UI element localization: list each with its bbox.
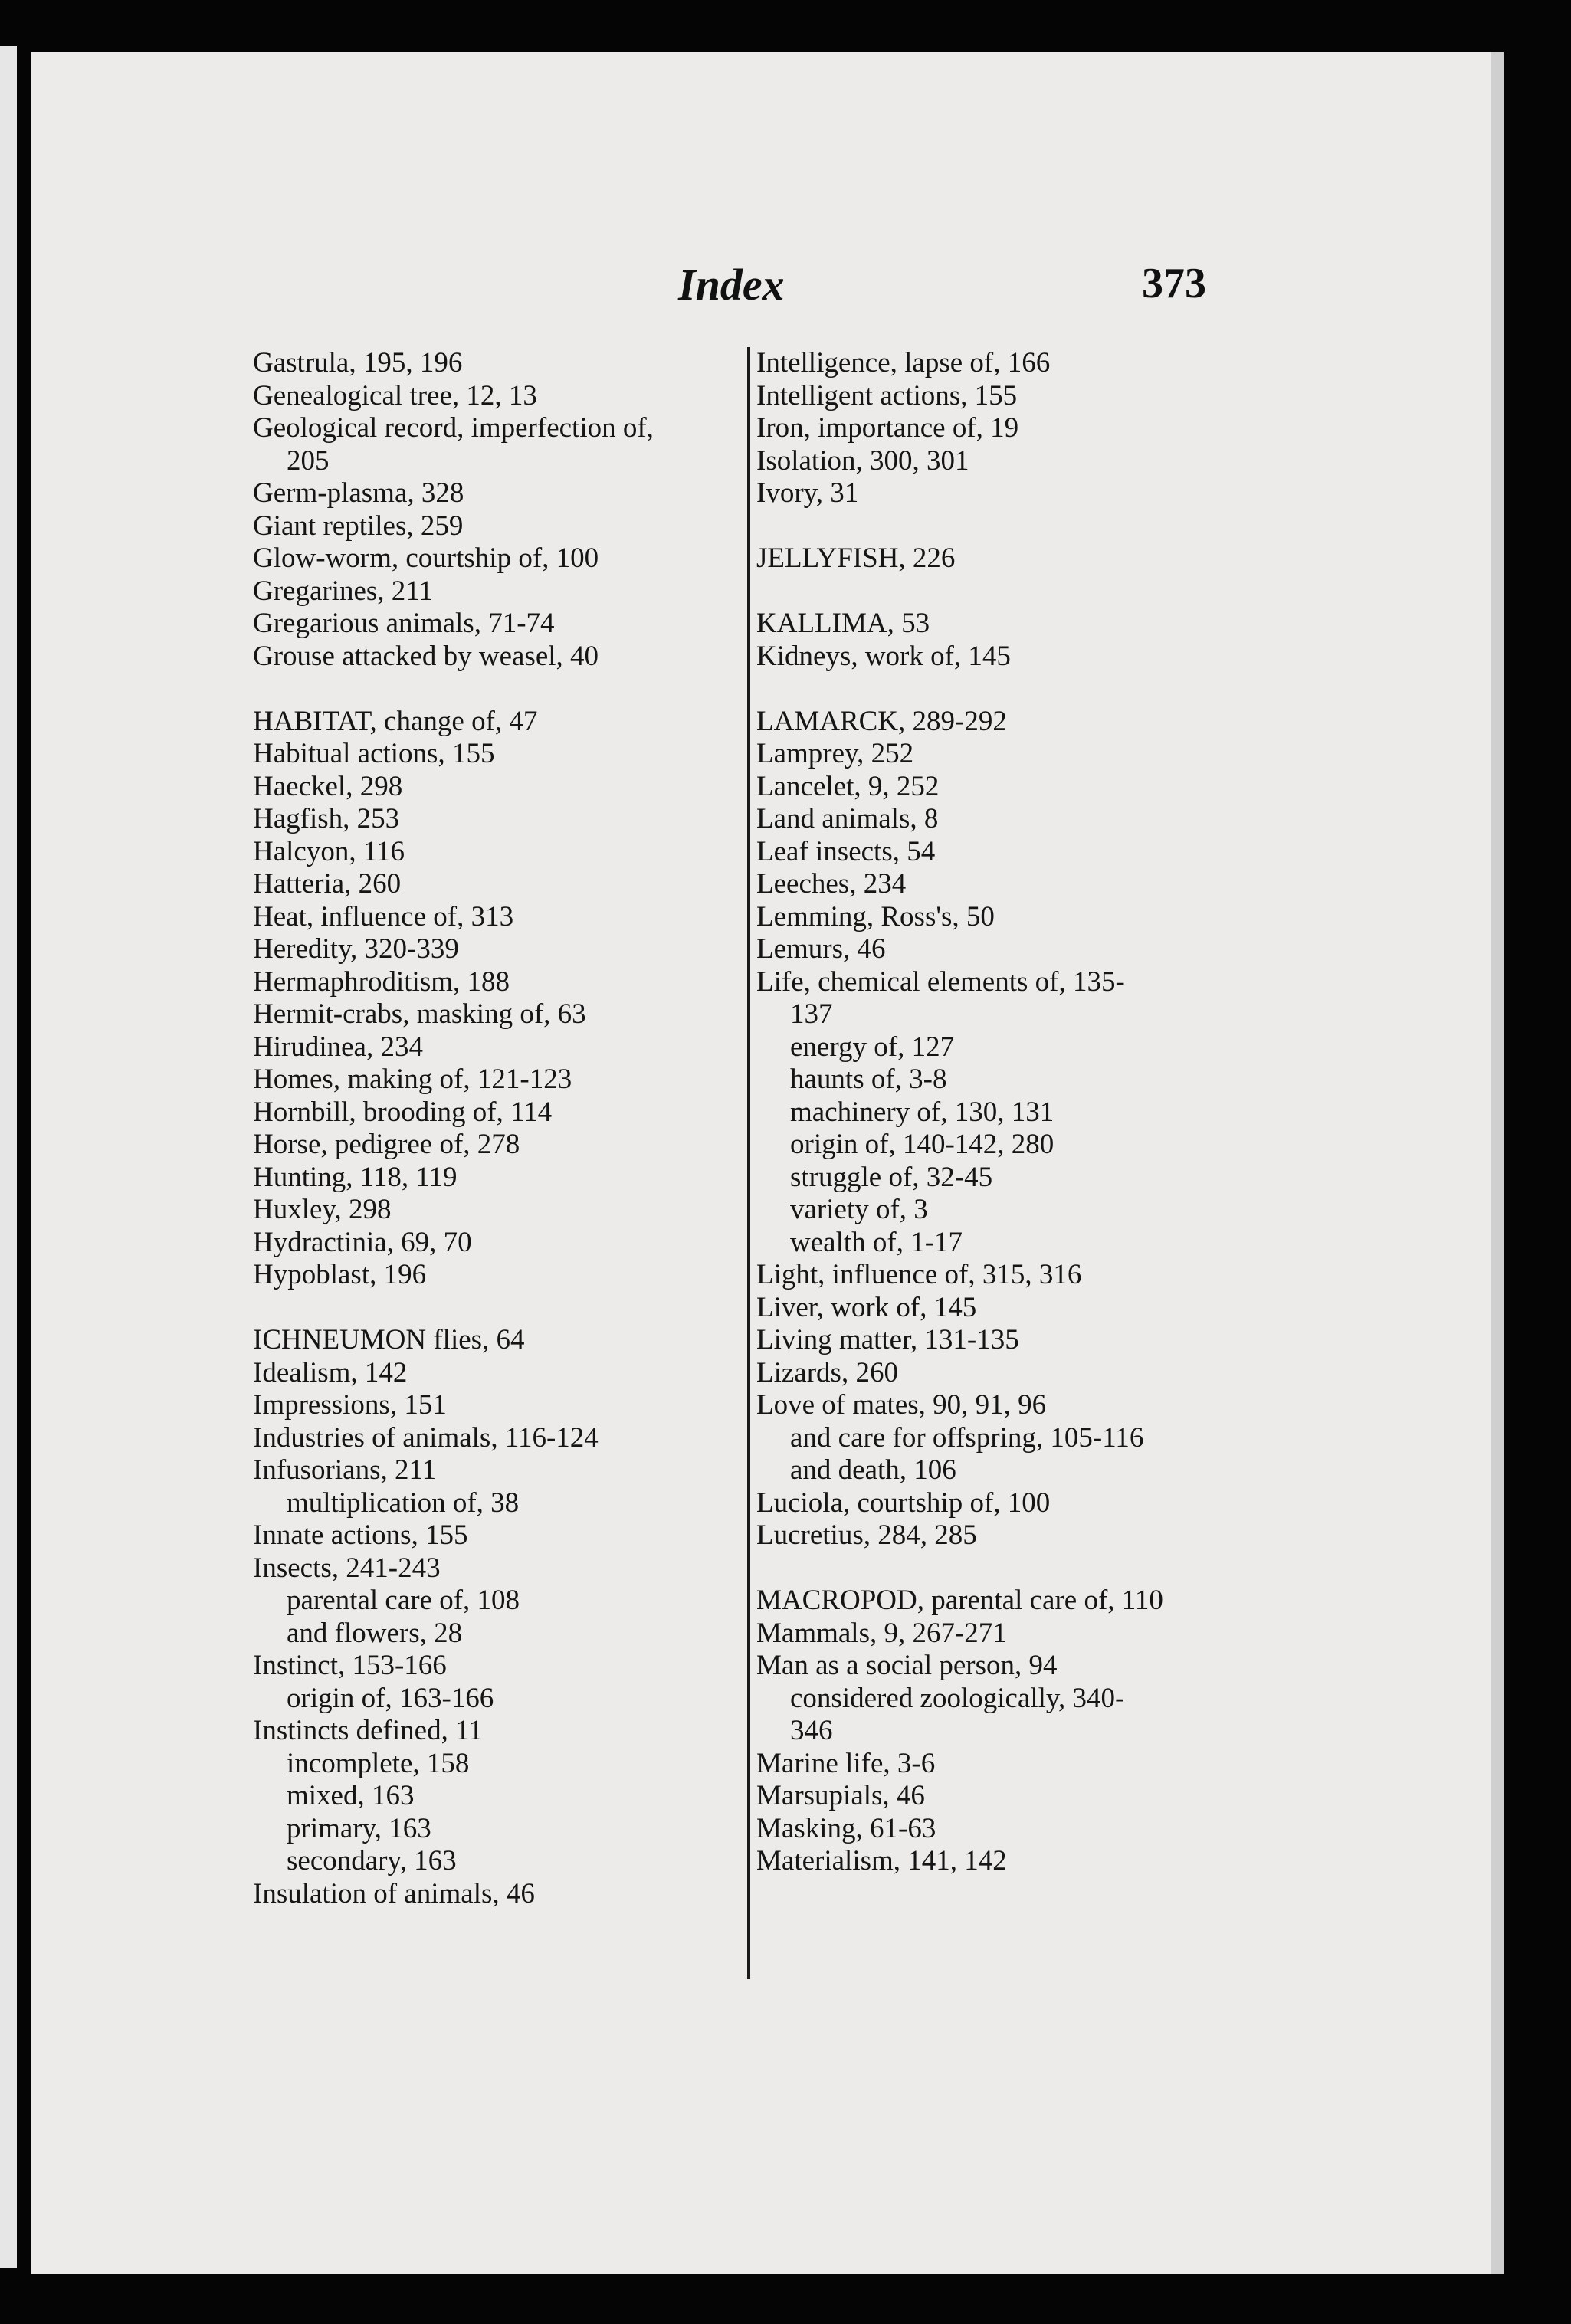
page-number: 373: [1142, 260, 1206, 307]
index-entry: primary, 163: [287, 1812, 431, 1844]
index-entry: Hagfish, 253: [253, 803, 400, 834]
index-entry: Love of mates, 90, 91, 96: [756, 1389, 1047, 1421]
running-head: [31, 259, 1491, 320]
index-entry: Instincts defined, 11: [253, 1715, 483, 1746]
index-entry: Materialism, 141, 142: [756, 1845, 1007, 1877]
index-entry: HABITAT, change of, 47: [253, 705, 538, 737]
index-entry: Land animals, 8: [756, 803, 939, 834]
index-entry: JELLYFISH, 226: [756, 542, 956, 574]
index-column-right: [747, 347, 1262, 1979]
index-entry: Hornbill, brooding of, 114: [253, 1096, 553, 1128]
index-entry: Mammals, 9, 267-271: [756, 1617, 1007, 1649]
index-entry: Hirudinea, 234: [253, 1031, 423, 1063]
index-entry: Intelligent actions, 155: [756, 379, 1018, 411]
index-entry: Insects, 241-243: [253, 1552, 441, 1584]
index-entry: Kidneys, work of, 145: [756, 640, 1011, 672]
index-entry: Light, influence of, 315, 316: [756, 1259, 1082, 1290]
index-entry: Gregarious animals, 71-74: [253, 608, 555, 639]
index-entry: 346: [790, 1715, 833, 1746]
index-entry: mixed, 163: [287, 1780, 415, 1811]
index-entry: ICHNEUMON flies, 64: [253, 1324, 525, 1355]
index-entry: Germ-plasma, 328: [253, 477, 464, 509]
index-entry: and flowers, 28: [287, 1617, 463, 1649]
index-entry: KALLIMA, 53: [756, 608, 930, 639]
index-entry: incomplete, 158: [287, 1747, 470, 1779]
index-letter-gap: [756, 575, 1262, 608]
index-entry: Impressions, 151: [253, 1389, 447, 1421]
index-entry: machinery of, 130, 131: [790, 1096, 1054, 1128]
index-letter-gap: [756, 673, 1262, 706]
index-entry: Lucretius, 284, 285: [756, 1519, 977, 1551]
index-entry: Huxley, 298: [253, 1194, 392, 1225]
index-entry: multiplication of, 38: [287, 1487, 520, 1519]
index-entry: wealth of, 1-17: [790, 1226, 963, 1258]
index-entry: Haeckel, 298: [253, 770, 403, 802]
index-letter-gap: [756, 1552, 1262, 1585]
index-column-left: [253, 347, 743, 1910]
index-entry: Habitual actions, 155: [253, 738, 495, 769]
index-entry: Lemming, Ross's, 50: [756, 900, 995, 933]
index-entry: Gastrula, 195, 196: [253, 347, 463, 379]
index-entry: Idealism, 142: [253, 1356, 408, 1388]
index-entry: Homes, making of, 121-123: [253, 1064, 572, 1095]
index-entry: Marine life, 3-6: [756, 1747, 936, 1779]
index-entry: Life, chemical elements of, 135-: [756, 965, 1125, 998]
index-entry: Halcyon, 116: [253, 835, 405, 867]
index-entry: haunts of, 3-8: [790, 1064, 947, 1095]
index-entry: energy of, 127: [790, 1031, 955, 1063]
index-entry: Heat, influence of, 313: [253, 900, 514, 933]
index-entry: Masking, 61-63: [756, 1812, 936, 1844]
index-letter-gap: [253, 1292, 743, 1325]
index-entry: Genealogical tree, 12, 13: [253, 379, 537, 411]
index-entry: variety of, 3: [790, 1194, 928, 1225]
book-page: [31, 52, 1504, 2274]
index-entry: Hydractinia, 69, 70: [253, 1226, 472, 1258]
index-entry: Grouse attacked by weasel, 40: [253, 640, 599, 672]
index-entry: Instinct, 153-166: [253, 1650, 447, 1681]
index-entry: 137: [790, 998, 833, 1030]
index-entry: Luciola, courtship of, 100: [756, 1487, 1051, 1519]
index-entry: considered zoologically, 340-: [790, 1682, 1125, 1714]
index-entry: Glow-worm, courtship of, 100: [253, 542, 599, 574]
index-entry: origin of, 140-142, 280: [790, 1129, 1054, 1160]
index-entry: struggle of, 32-45: [790, 1161, 993, 1193]
index-entry: Marsupials, 46: [756, 1780, 925, 1811]
index-entry: Geological record, imperfection of,: [253, 412, 654, 444]
index-entry: origin of, 163-166: [287, 1682, 494, 1714]
page-title: Index: [678, 260, 785, 310]
index-entry: Lancelet, 9, 252: [756, 770, 940, 802]
index-entry: Giant reptiles, 259: [253, 510, 464, 542]
index-entry: Liver, work of, 145: [756, 1291, 977, 1323]
index-entry: 205: [287, 444, 330, 477]
index-entry: Innate actions, 155: [253, 1519, 468, 1551]
index-entry: parental care of, 108: [287, 1585, 520, 1616]
index-entry: Isolation, 300, 301: [756, 444, 969, 477]
index-letter-gap: [756, 510, 1262, 543]
index-entry: Lemurs, 46: [756, 933, 886, 965]
index-entry: Ivory, 31: [756, 477, 859, 509]
index-entry: Iron, importance of, 19: [756, 412, 1019, 444]
index-entry: Living matter, 131-135: [756, 1324, 1019, 1355]
index-entry: MACROPOD, parental care of, 110: [756, 1585, 1163, 1616]
index-entry: Heredity, 320-339: [253, 933, 459, 965]
index-entry: Leaf insects, 54: [756, 835, 936, 867]
index-entry: Infusorians, 211: [253, 1454, 437, 1486]
index-entry: Hunting, 118, 119: [253, 1161, 458, 1193]
index-entry: Gregarines, 211: [253, 575, 433, 607]
index-entry: Hermaphroditism, 188: [253, 965, 510, 998]
index-entry: Man as a social person, 94: [756, 1650, 1058, 1681]
index-letter-gap: [253, 673, 743, 706]
index-entry: Hatteria, 260: [253, 868, 402, 900]
index-entry: Leeches, 234: [756, 868, 907, 900]
index-entry: Hypoblast, 196: [253, 1259, 427, 1290]
index-entry: Insulation of animals, 46: [253, 1877, 535, 1909]
index-entry: Lamprey, 252: [756, 738, 914, 769]
adjacent-page-edge: [0, 46, 17, 2268]
index-entry: Intelligence, lapse of, 166: [756, 347, 1051, 379]
index-entry: Horse, pedigree of, 278: [253, 1129, 520, 1160]
index-entry: and care for offspring, 105-116: [790, 1421, 1144, 1454]
index-entry: and death, 106: [790, 1454, 956, 1486]
index-entry: Hermit-crabs, masking of, 63: [253, 998, 586, 1030]
index-entry: Lizards, 260: [756, 1356, 898, 1388]
index-entry: Industries of animals, 116-124: [253, 1421, 599, 1454]
index-entry: secondary, 163: [287, 1845, 457, 1877]
index-entry: LAMARCK, 289-292: [756, 705, 1007, 737]
